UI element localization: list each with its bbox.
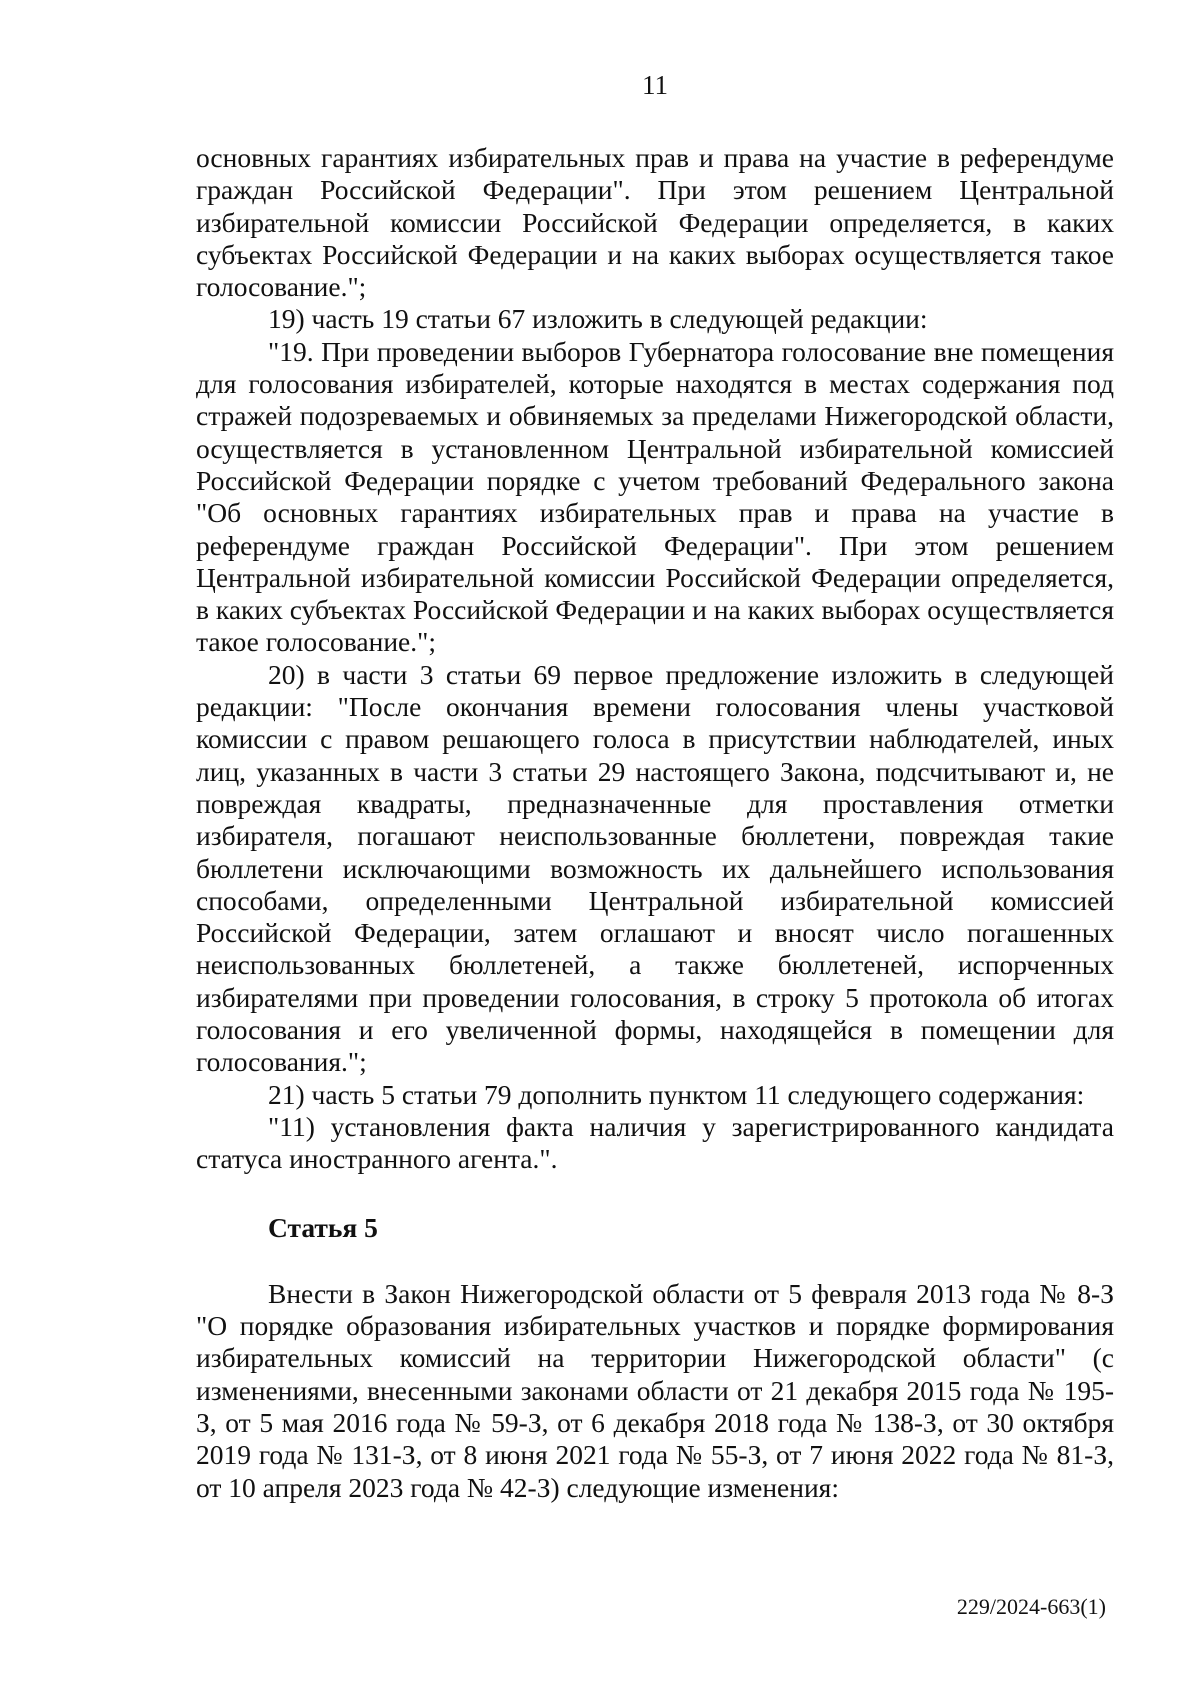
document-body xyxy=(196,142,1114,1504)
paragraph-item-19: 19) часть 19 статьи 67 изложить в следующей редакции: xyxy=(268,303,928,335)
document-number: 229/2024-663(1) xyxy=(956,1594,1106,1619)
paragraph-quote-19: "19. При проведении выборов Губернатора голосование вне помещения для голосования избирателей, которые находятся в местах содержания под стражей подозреваемых и обвиняемых за пределами Нижегородской области, осуществляется в установленном Центральной избирательной комиссией Российской Федерации порядке с учетом требований Федерального закона "Об основных гарантиях избирательных прав и права на участие в референдуме граждан Российской Федерации". При этом решением Центральной избирательной комиссии Российской Федерации определяется, в каких субъектах Российской Федерации и на каких выборах осуществляется такое голосование."; xyxy=(196,335,1114,658)
paragraph-quote-11: "11) установления факта наличия у зарегистрированного кандидата статуса иностранного агента.". xyxy=(196,1110,1114,1175)
article-heading: Статья 5 xyxy=(268,1211,378,1243)
paragraph-item-21: 21) часть 5 статьи 79 дополнить пунктом 11 следующего содержания: xyxy=(268,1078,1085,1110)
paragraph-continuation: основных гарантиях избирательных прав и права на участие в референдуме граждан Российской Федерации". При этом решением Центральной избирательной комиссии Российской Федерации определяется, в каких субъектах Российской Федерации и на каких выборах осуществляется такое голосование."; xyxy=(196,142,1114,303)
paragraph-item-20: 20) в части 3 статьи 69 первое предложение изложить в следующей редакции: "После окончания времени голосования члены участковой комиссии с правом решающего голоса в присутствии наблюдателей, иных лиц, указанных в части 3 статьи 29 настоящего Закона, подсчитывают и, не повреждая квадраты, предназначенные для проставления отметки избирателя, погашают неиспользованные бюллетени, повреждая такие бюллетени исключающими возможность их дальнейшего использования способами, определенными Центральной избирательной комиссией Российской Федерации, затем оглашают и вносят число погашенных неиспользованных бюллетеней, а также бюллетеней, испорченных избирателями при проведении голосования, в строку 5 протокола об итогах голосования и его увеличенной формы, находящейся в помещении для голосования."; xyxy=(196,658,1114,1078)
page-number: 11 xyxy=(642,70,668,100)
paragraph-article-5-intro: Внести в Закон Нижегородской области от 5 февраля 2013 года № 8-З "О порядке образования избирательных участков и порядке формирования избирательных комиссий на территории Нижегородской области" (с изменениями, внесенными законами области от 21 декабря 2015 года № 195-З, от 5 мая 2016 года № 59-З, от 6 декабря 2018 года № 138-З, от 30 октября 2019 года № 131-З, от 8 июня 2021 года № 55-З, от 7 июня 2022 года № 81-З, от 10 апреля 2023 года № 42-З) следующие изменения: xyxy=(196,1277,1114,1503)
